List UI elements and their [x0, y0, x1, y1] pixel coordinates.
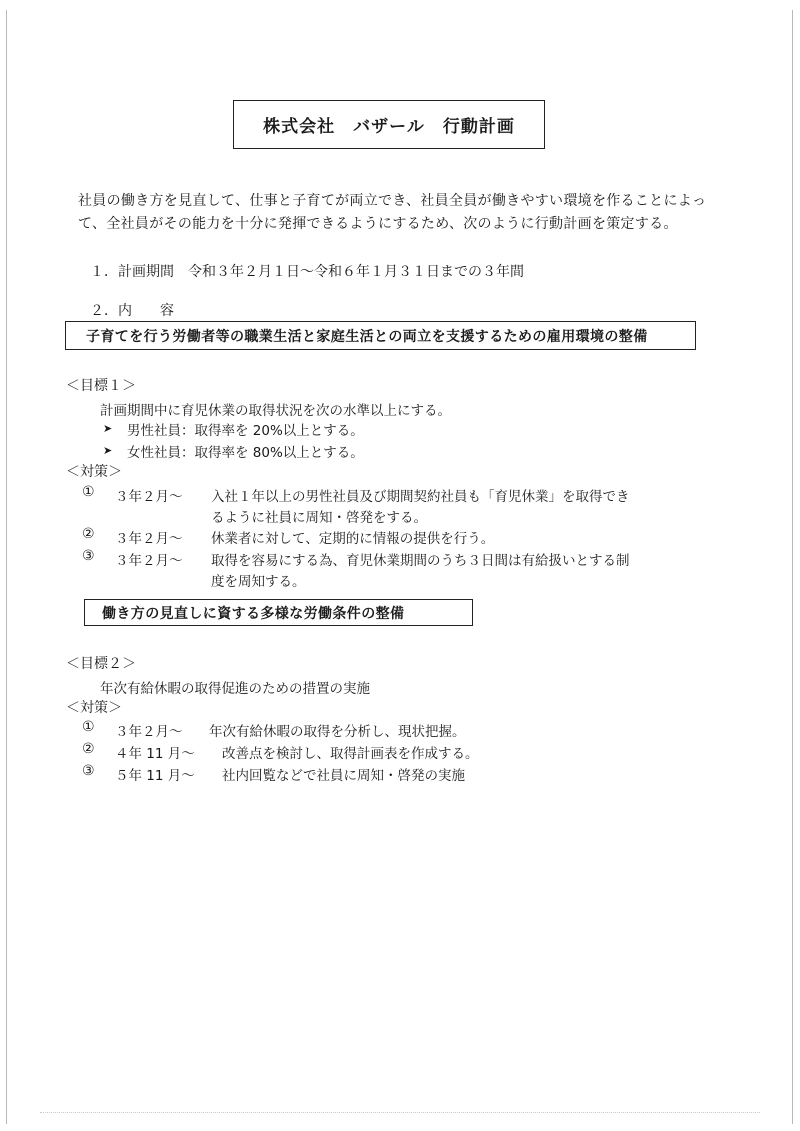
measure2-1-text: 年次有給休暇の取得を分析し、現状把握。	[209, 724, 466, 740]
measure2-1-num: ①	[82, 719, 95, 735]
measure2-2-date: ４年 11 月～	[115, 746, 195, 762]
measure2-2-num: ②	[82, 741, 95, 757]
arrow-bullet-icon: ➤	[103, 444, 113, 457]
measure1-1-text: 入社１年以上の男性社員及び期間契約社員も「育児休業」を取得でき	[211, 489, 630, 505]
section1-heading-text: 子育てを行う労働者等の職業生活と家庭生活との両立を支援するための雇用環境の整備	[86, 328, 648, 345]
measure1-3-text-cont: 度を周知する。	[211, 574, 306, 590]
measure2-2-text: 改善点を検討し、取得計画表を作成する。	[222, 746, 479, 762]
measure2-3-date: ５年 11 月～	[115, 768, 195, 784]
measure1-1-date: ３年２月～	[115, 489, 183, 505]
document-title	[233, 100, 545, 149]
measure1-2-date: ３年２月～	[115, 531, 183, 547]
plan-period: １．計画期間 令和３年２月１日～令和６年１月３１日までの３年間	[90, 264, 524, 280]
measure2-3-num: ③	[82, 763, 95, 779]
measure1-3-date: ３年２月～	[115, 553, 183, 569]
measure1-3-num: ③	[82, 548, 95, 564]
measures1-label: ＜対策＞	[66, 464, 122, 480]
goal1-text: 計画期間中に育児休業の取得状況を次の水準以上にする。	[100, 403, 451, 419]
measures2-label: ＜対策＞	[66, 700, 122, 716]
document-title-text: 株式会社 バザール 行動計画	[263, 117, 515, 137]
measure2-1-date: ３年２月～	[115, 724, 183, 740]
measure2-3-text: 社内回覧などで社員に周知・啓発の実施	[222, 768, 465, 784]
arrow-bullet-icon: ➤	[103, 422, 113, 435]
section2-heading-text: 働き方の見直しに資する多様な労働条件の整備	[102, 605, 405, 622]
goal1-label: ＜目標１＞	[66, 378, 136, 394]
goal1-bullet-female: 女性社員：取得率を 80%以上とする。	[127, 445, 364, 461]
measure1-2-num: ②	[82, 526, 95, 542]
intro-paragraph	[78, 190, 748, 236]
measure1-1-num: ①	[82, 484, 95, 500]
section2-heading	[84, 599, 473, 626]
goal2-text: 年次有給休暇の取得促進のための措置の実施	[100, 681, 370, 697]
intro-line-1: 社員の働き方を見直して、仕事と子育てが両立でき、社員全員が働きやすい環境を作ることによっ	[78, 193, 707, 209]
goal1-bullet-male: 男性社員：取得率を 20%以上とする。	[127, 423, 364, 439]
goal2-label: ＜目標２＞	[66, 656, 136, 672]
scan-artifact-line	[40, 1112, 760, 1119]
intro-line-2: て、全社員がその能力を十分に発揮できるようにするため、次のように行動計画を策定する。	[78, 216, 678, 232]
measure1-3-text: 取得を容易にする為、育児休業期間のうち３日間は有給扱いとする制	[211, 553, 630, 569]
section1-heading	[65, 321, 696, 350]
measure1-1-text-cont: るように社員に周知・啓発をする。	[211, 510, 427, 526]
content-heading: ２．内 容	[90, 303, 174, 319]
measure1-2-text: 休業者に対して、定期的に情報の提供を行う。	[211, 531, 495, 547]
